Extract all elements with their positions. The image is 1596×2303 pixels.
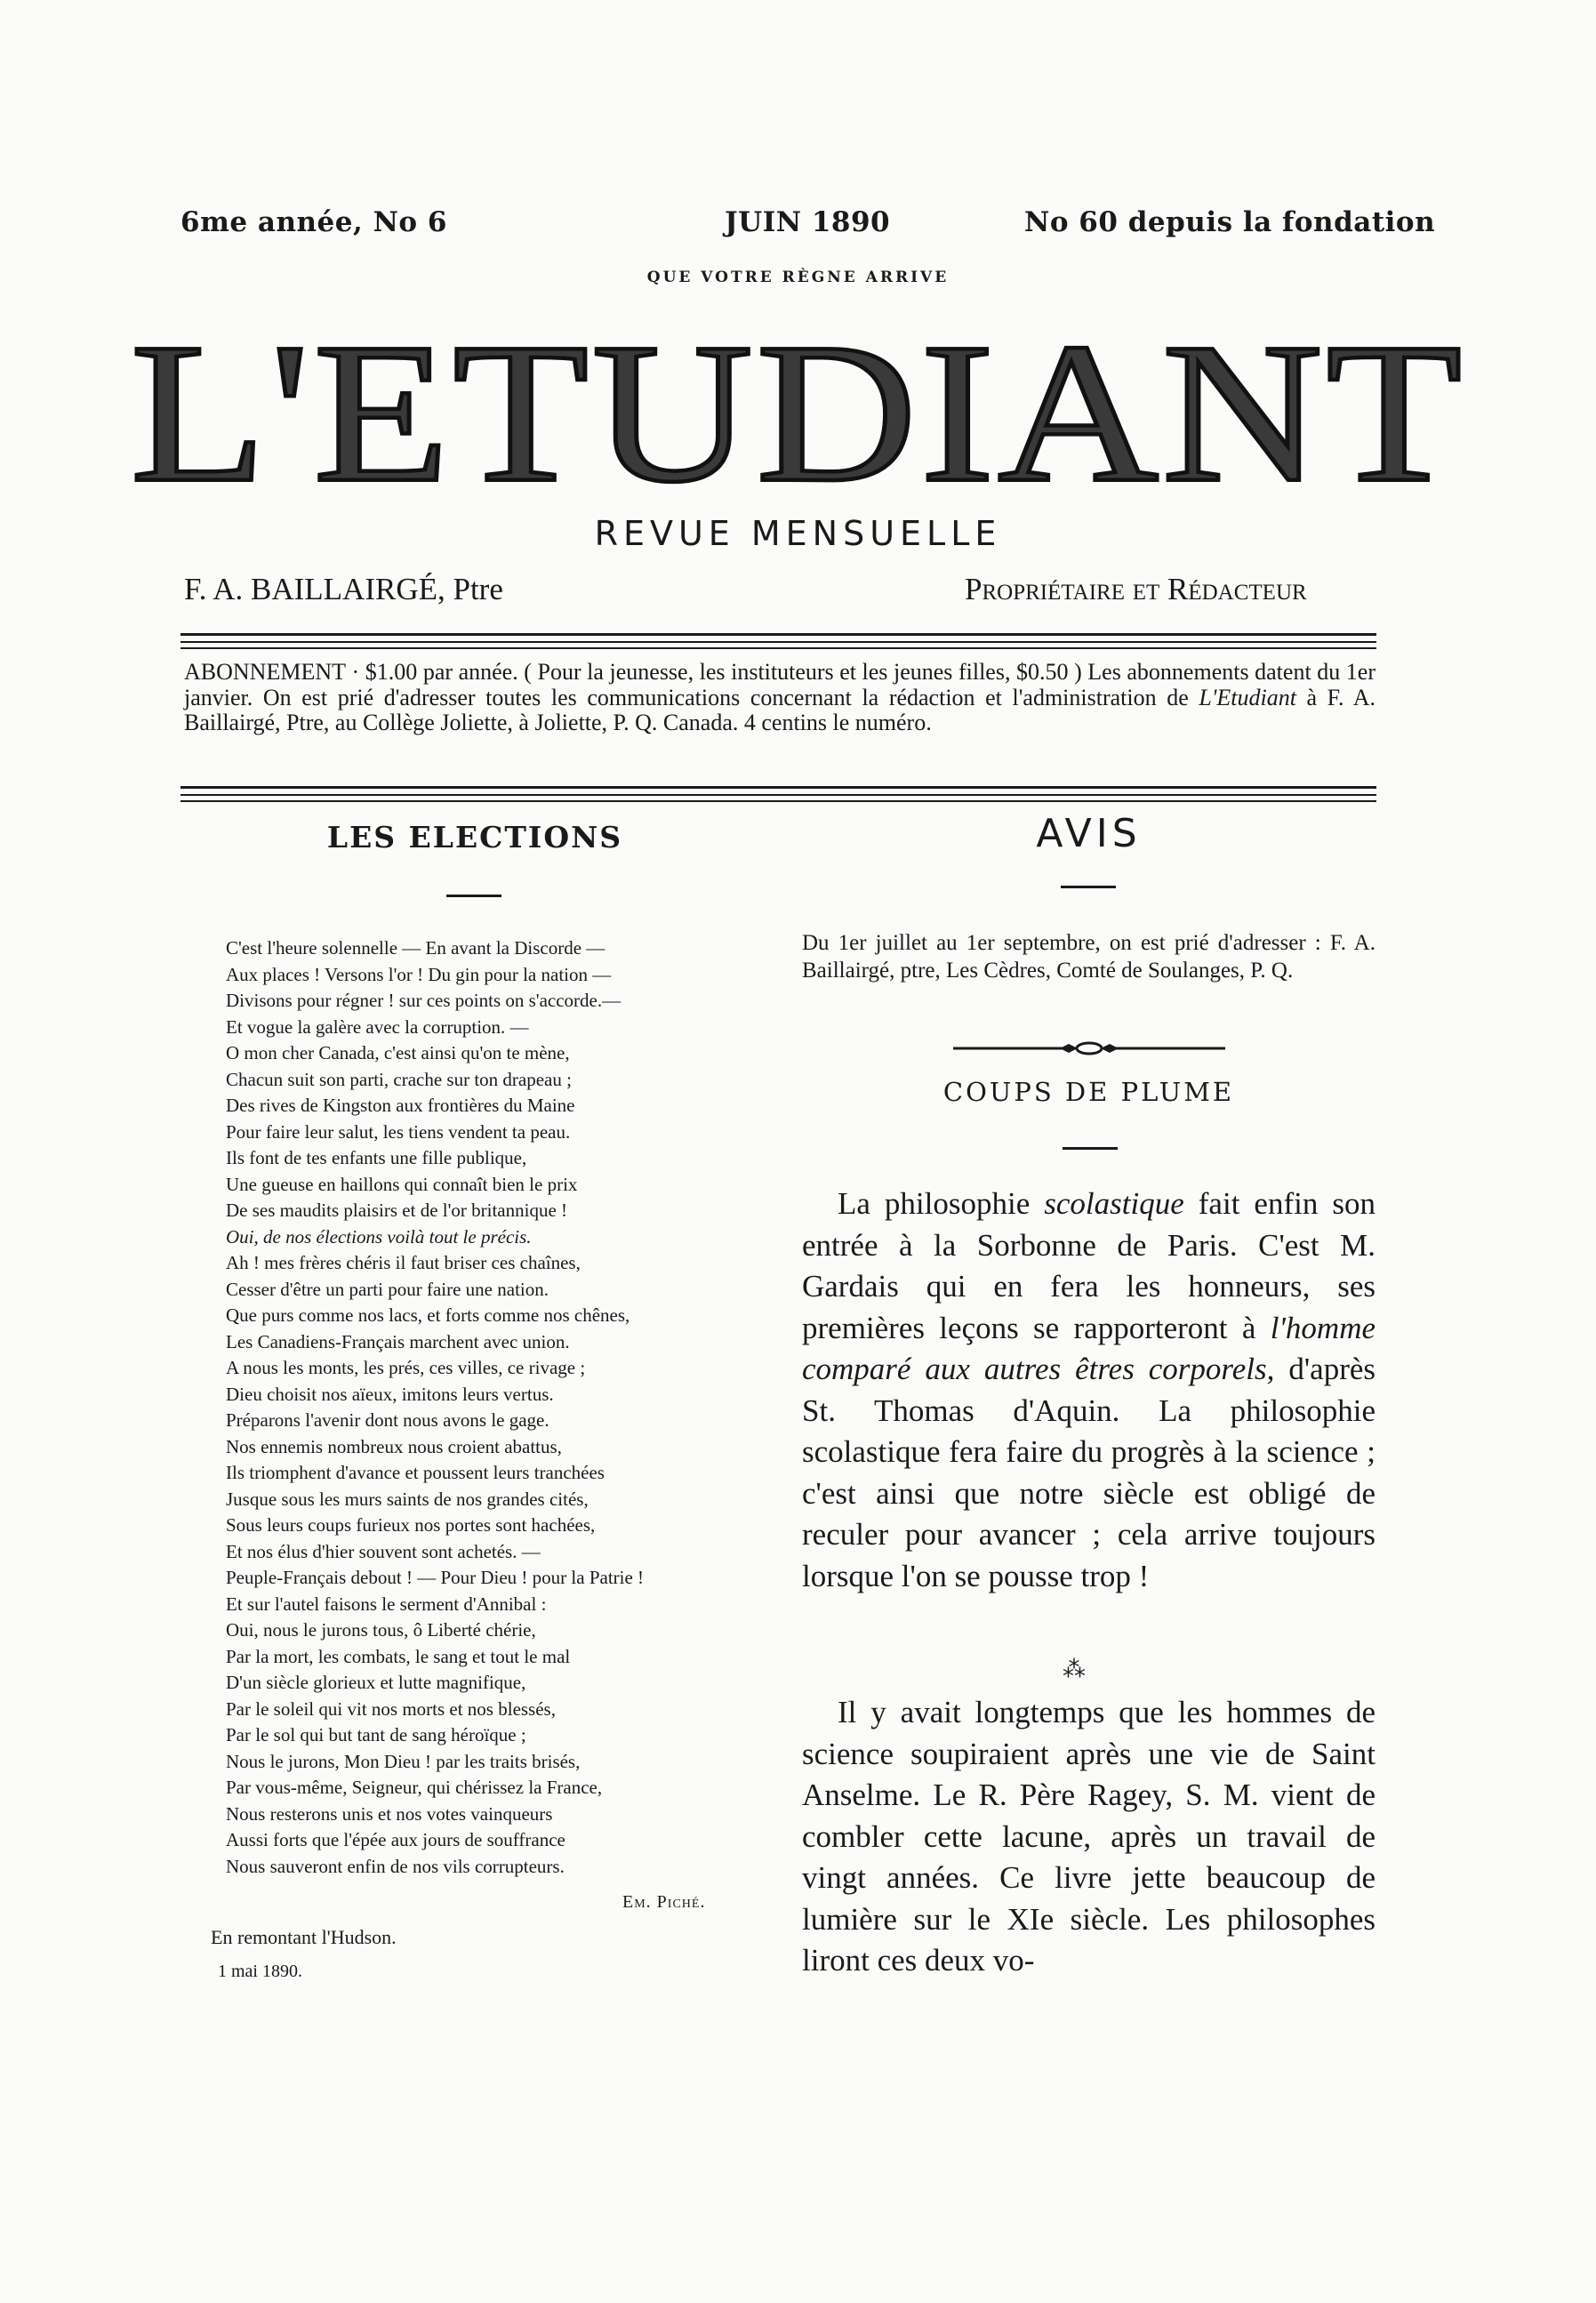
title-dash bbox=[446, 895, 501, 897]
editor-name: F. A. BAILLAIRGÉ, Ptre bbox=[184, 572, 503, 606]
subscription-notice: ABONNEMENT · $1.00 par année. ( Pour la jeunesse, les instituteurs et les jeunes filles, $0.50 ) Les abonnements datent du 1er janvier. On est prié d'adresser toutes les communications concernant la rédaction et l'administration de L'Etudiant à F. A. Baillairgé, Ptre, au Collège Joliette, à Joliette, P. Q. Canada. 4 centins le numéro. bbox=[184, 659, 1375, 736]
poem-line: De ses maudits plaisirs et de l'or britannique ! bbox=[226, 1200, 568, 1221]
header-rule-top-2 bbox=[180, 641, 1376, 643]
poem-line: Cesser d'être un parti pour faire une nation. bbox=[226, 1278, 549, 1300]
poem-title: LES ELECTIONS bbox=[326, 820, 623, 855]
poem-place: En remontant l'Hudson. bbox=[211, 1926, 397, 1948]
poem-line: Oui, de nos élections voilà tout le précis. bbox=[226, 1225, 532, 1248]
poem-line: Ils font de tes enfants une fille publique, bbox=[226, 1147, 527, 1168]
header-rule-bottom bbox=[180, 786, 1376, 789]
poem-line: Préparons l'avenir dont nous avons le gage. bbox=[226, 1409, 549, 1431]
poem-line: Par le soleil qui vit nos morts et nos blessés, bbox=[226, 1697, 556, 1720]
poem-line: Et vogue la galère avec la corruption. — bbox=[226, 1015, 529, 1038]
poem-line: Une gueuse en haillons qui connaît bien le prix bbox=[226, 1173, 578, 1195]
section-title: COUPS DE PLUME bbox=[942, 1077, 1235, 1107]
editor-role: Propriétaire et Rédacteur bbox=[965, 572, 1307, 606]
poem-line: Par vous-même, Seigneur, qui chérissez la France, bbox=[226, 1777, 603, 1798]
header-rule-bottom-2 bbox=[180, 794, 1376, 796]
header-rule-bottom-3 bbox=[180, 800, 1376, 802]
poem-line: Et nos élus d'hier souvent sont achetés. — bbox=[226, 1540, 541, 1562]
poem-line: Nos ennemis nombreux nous croient abattus, bbox=[226, 1435, 562, 1457]
poem-line: O mon cher Canada, c'est ainsi qu'on te mène, bbox=[226, 1042, 570, 1063]
poem-signature: Em. Piché. bbox=[622, 1892, 706, 1912]
poem-line: Nous le jurons, Mon Dieu ! par les traits brisés, bbox=[226, 1750, 581, 1772]
avis-text: Du 1er juillet au 1er septembre, on est prié d'adresser : F. A. Baillairgé, ptre, Les Cèdres, Comté de Soulanges, P. Q. bbox=[802, 931, 1375, 983]
poem-line: Jusque sous les murs saints de nos grandes cités, bbox=[226, 1488, 589, 1510]
motto: QUE VOTRE RÈGNE ARRIVE bbox=[646, 269, 950, 286]
poem-line: Par le sol qui but tant de sang héroïque ; bbox=[226, 1724, 526, 1745]
poem-line: Aux places ! Versons l'or ! Du gin pour la nation — bbox=[226, 963, 612, 985]
issue-count: No 60 depuis la fondation bbox=[1024, 206, 1436, 238]
header-rule-top bbox=[180, 633, 1376, 636]
article-paragraph-1: La philosophie scolastique fait enfin son entrée à la Sorbonne de Paris. C'est M. Gardais qui en fera les honneurs, ses premières leçons se rapporteront à l'homme comparé aux autres êtres corporels, d'après St. Thomas d'Aquin. La philosophie scolastique fera faire du progrès à la science ; c'est ainsi que notre siècle est obligé de reculer pour avancer ; cela arrive toujours lorsque l'on se pousse trop ! bbox=[802, 1186, 1376, 1593]
poem-line: Ils triomphent d'avance et poussent leurs tranchées bbox=[226, 1462, 605, 1483]
avis-dash bbox=[1061, 886, 1116, 888]
poem-date: 1 mai 1890. bbox=[218, 1962, 302, 1981]
article-paragraph-2: Il y avait longtemps que les hommes de science soupiraient après une vie de Saint Anselme. Le R. Père Ragey, S. M. vient de combler cette lacune, après un travail de vingt années. Ce livre jette beaucoup de lumière sur le XIe siècle. Les philosophes liront ces deux vo- bbox=[802, 1695, 1375, 1978]
poem-line: D'un siècle glorieux et lutte magnifique, bbox=[226, 1672, 526, 1693]
poem-line: Chacun suit son parti, crache sur ton drapeau ; bbox=[226, 1068, 572, 1090]
poem-line: C'est l'heure solennelle — En avant la Discorde — bbox=[226, 937, 606, 959]
section-dash bbox=[1063, 1147, 1118, 1150]
poem-line: Que purs comme nos lacs, et forts comme nos chênes, bbox=[226, 1304, 630, 1326]
section-separator: ⁂ bbox=[1063, 1657, 1084, 1682]
poem-line: Les Canadiens-Français marchent avec union. bbox=[226, 1330, 570, 1352]
issue-number: 6me année, No 6 bbox=[180, 206, 447, 238]
poem-line: Divisons pour régner ! sur ces points on s'accorde.— bbox=[226, 990, 622, 1011]
poem-line: Aussi forts que l'épée aux jours de souffrance bbox=[226, 1829, 565, 1850]
journal-name: L'Etudiant bbox=[1199, 684, 1296, 710]
poem-line: Nous sauveront enfin de nos vils corrupteurs. bbox=[226, 1855, 565, 1877]
poem-line: Peuple-Français debout ! — Pour Dieu ! pour la Patrie ! bbox=[226, 1567, 645, 1588]
poem-line: Pour faire leur salut, les tiens vendent ta peau. bbox=[226, 1120, 571, 1143]
poem-line: Oui, nous le jurons tous, ô Liberté chérie, bbox=[226, 1619, 536, 1641]
poem bbox=[226, 935, 759, 1880]
poem-line: Ah ! mes frères chéris il faut briser ces chaînes, bbox=[226, 1252, 581, 1273]
subscription-label: ABONNEMENT bbox=[184, 659, 346, 685]
issue-date: JUIN 1890 bbox=[725, 206, 891, 238]
poem-line: A nous les monts, les prés, ces villes, ce rivage ; bbox=[226, 1357, 586, 1378]
poem-line: Par la mort, les combats, le sang et tout le mal bbox=[226, 1645, 571, 1667]
masthead-subtitle: REVUE MENSUELLE bbox=[594, 514, 1002, 553]
ornament-divider bbox=[953, 1039, 1225, 1058]
poem-line: Des rives de Kingston aux frontières du Maine bbox=[226, 1095, 575, 1116]
avis-title: AVIS bbox=[1036, 811, 1142, 856]
header-rule-top-3 bbox=[180, 647, 1376, 649]
poem-line: Sous leurs coups furieux nos portes sont hachées, bbox=[226, 1514, 596, 1536]
poem-line: Nous resterons unis et nos votes vainqueurs bbox=[226, 1802, 553, 1825]
poem-line: Et sur l'autel faisons le serment d'Annibal : bbox=[226, 1593, 547, 1615]
poem-line: Dieu choisit nos aïeux, imitons leurs vertus. bbox=[226, 1383, 554, 1405]
masthead-title: L'ETUDIANT bbox=[130, 301, 1466, 525]
